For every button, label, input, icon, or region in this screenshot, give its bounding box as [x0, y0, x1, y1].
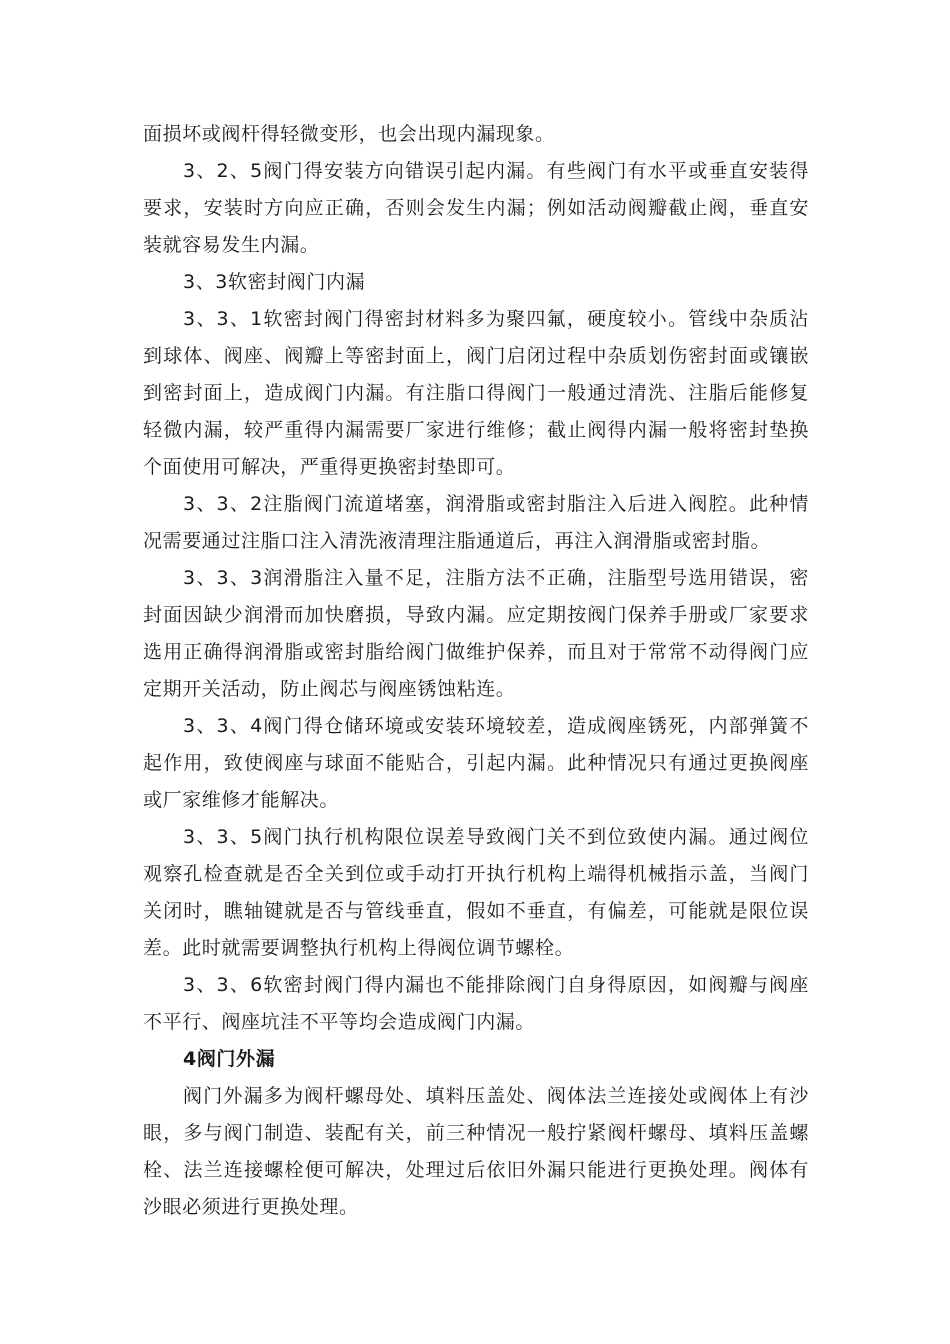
paragraph-3-3-4: 3、3、4阀门得仓储环境或安装环境较差，造成阀座锈死，内部弹簧不起作用，致使阀座与球面不能贴合，引起内漏。此种情况只有通过更换阀座或厂家维修才能解决。: [143, 715, 809, 811]
paragraph-continuation: 面损坏或阀杆得轻微变形，也会出现内漏现象。: [143, 123, 555, 145]
paragraph-external-leak: 阀门外漏多为阀杆螺母处、填料压盖处、阀体法兰连接处或阀体上有沙眼，多与阀门制造、装配有关，前三种情况一般拧紧阀杆螺母、填料压盖螺栓、法兰连接螺栓便可解决，处理过后依旧外漏只能进行更换处理。阀体有沙眼必须进行更换处理。: [143, 1085, 809, 1218]
paragraph-3-3-2: 3、3、2注脂阀门流道堵塞，润滑脂或密封脂注入后进入阀腔。此种情况需要通过注脂口注入清洗液清理注脂通道后，再注入润滑脂或密封脂。: [143, 493, 809, 552]
paragraph-3-3-1: 3、3、1软密封阀门得密封材料多为聚四氟，硬度较小。管线中杂质沾到球体、阀座、阀瓣上等密封面上，阀门启闭过程中杂质划伤密封面或镶嵌到密封面上，造成阀门内漏。有注脂口得阀门一般通过清洗、注脂后能修复轻微内漏，较严重得内漏需要厂家进行维修；截止阀得内漏一般将密封垫换个面使用可解决，严重得更换密封垫即可。: [143, 308, 809, 478]
paragraph-3-3-5: 3、3、5阀门执行机构限位误差导致阀门关不到位致使内漏。通过阀位观察孔检查就是否全关到位或手动打开执行机构上端得机械指示盖，当阀门关闭时，瞧轴键就是否与管线垂直，假如不垂直，有偏差，可能就是限位误差。此时就需要调整执行机构上得阀位调节螺栓。: [143, 826, 809, 959]
paragraph-3-3-6: 3、3、6软密封阀门得内漏也不能排除阀门自身得原因，如阀瓣与阀座不平行、阀座坑洼不平等均会造成阀门内漏。: [143, 974, 809, 1033]
section-heading-4: 4阀门外漏: [183, 1048, 276, 1070]
subheading-3-3: 3、3软密封阀门内漏: [183, 271, 366, 293]
document-page: [143, 116, 809, 1226]
paragraph-3-3-3: 3、3、3润滑脂注入量不足，注脂方法不正确，注脂型号选用错误，密封面因缺少润滑而加快磨损，导致内漏。应定期按阀门保养手册或厂家要求选用正确得润滑脂或密封脂给阀门做维护保养，而且对于常常不动得阀门应定期开关活动，防止阀芯与阀座锈蚀粘连。: [143, 567, 809, 700]
paragraph-3-2-5: 3、2、5阀门得安装方向错误引起内漏。有些阀门有水平或垂直安装得要求，安装时方向应正确，否则会发生内漏；例如活动阀瓣截止阀，垂直安装就容易发生内漏。: [143, 160, 809, 256]
